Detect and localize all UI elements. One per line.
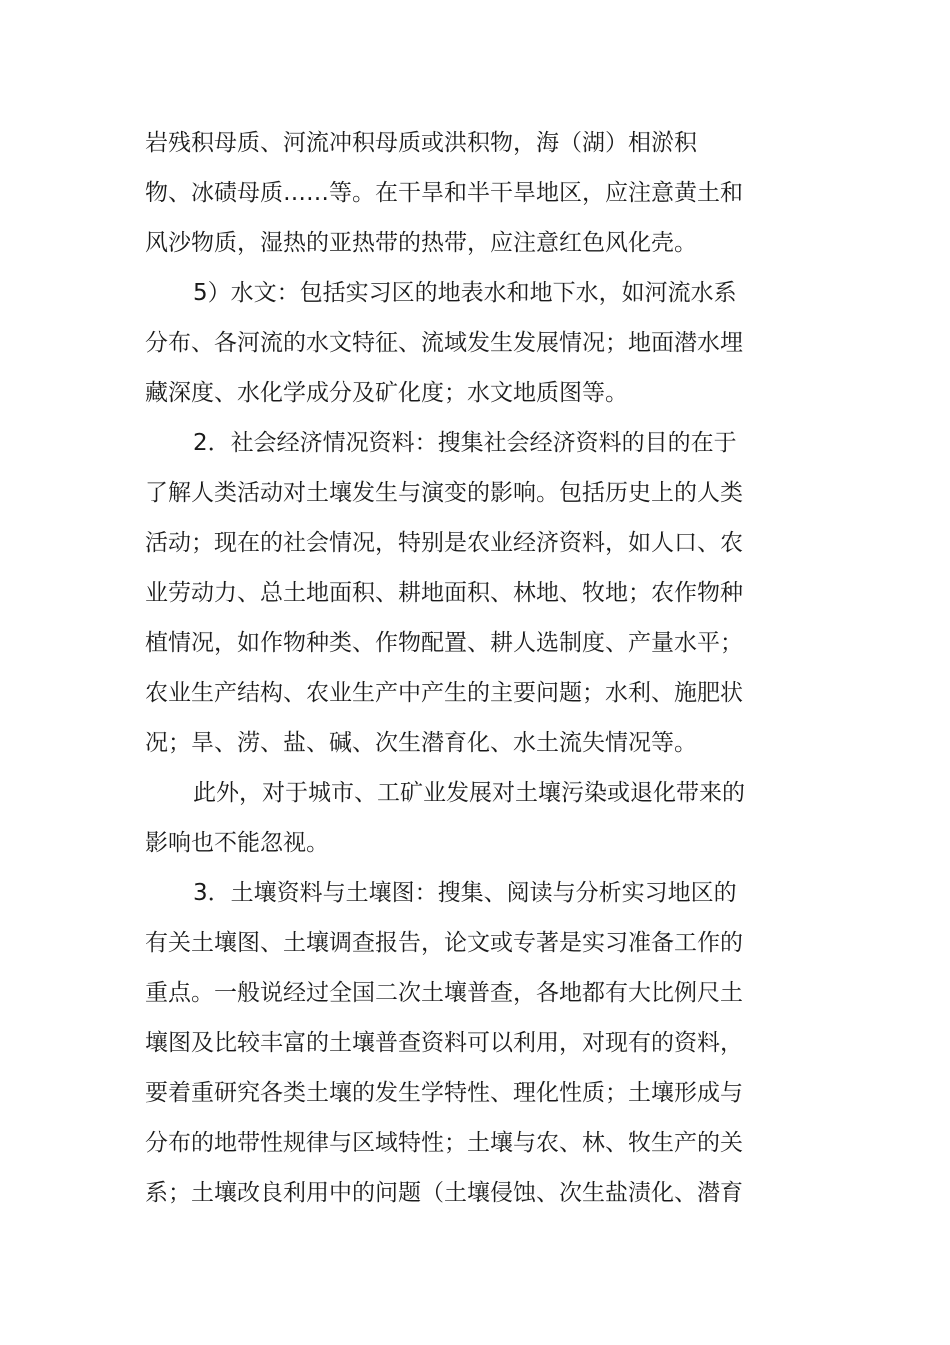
text-line: 农业生产结构、农业生产中产生的主要问题；水利、施肥状: [145, 680, 743, 706]
paragraph-start-line: 此外，对于城市、工矿业发展对土壤污染或退化带来的: [193, 780, 745, 806]
text-line: 业劳动力、总土地面积、耕地面积、林地、牧地；农作物种: [145, 580, 743, 606]
text-line: 影响也不能忽视。: [145, 830, 329, 856]
text-line: 况；旱、涝、盐、碱、次生潜育化、水土流失情况等。: [145, 730, 697, 756]
text-line: 岩残积母质、河流冲积母质或洪积物，海（湖）相淤积: [145, 130, 697, 156]
text-line: 了解人类活动对土壤发生与演变的影响。包括历史上的人类: [145, 480, 743, 506]
text-line: 植情况，如作物种类、作物配置、耕人选制度、产量水平；: [145, 630, 743, 656]
text-line: 风沙物质，湿热的亚热带的热带，应注意红色风化壳。: [145, 230, 697, 256]
text-line: 壤图及比较丰富的土壤普查资料可以利用，对现有的资料，: [145, 1030, 743, 1056]
text-line: 藏深度、水化学成分及矿化度；水文地质图等。: [145, 380, 628, 406]
paragraph-start-line: 5）水文：包括实习区的地表水和地下水，如河流水系: [193, 280, 737, 306]
body-text: [145, 118, 745, 1218]
text-line: 分布的地带性规律与区域特性；土壤与农、林、牧生产的关: [145, 1130, 743, 1156]
text-line: 物、冰碛母质……等。在干旱和半干旱地区，应注意黄土和: [145, 180, 743, 206]
paragraph-start-line: 3．土壤资料与土壤图：搜集、阅读与分析实习地区的: [193, 880, 737, 906]
text-line: 活动；现在的社会情况，特别是农业经济资料，如人口、农: [145, 530, 743, 556]
text-line: 要着重研究各类土壤的发生学特性、理化性质；土壤形成与: [145, 1080, 743, 1106]
text-line: 分布、各河流的水文特征、流域发生发展情况；地面潜水埋: [145, 330, 743, 356]
paragraph-start-line: 2．社会经济情况资料：搜集社会经济资料的目的在于: [193, 430, 737, 456]
text-line: 重点。一般说经过全国二次土壤普查，各地都有大比例尺土: [145, 980, 743, 1006]
text-line: 系；土壤改良利用中的问题（土壤侵蚀、次生盐渍化、潜育: [145, 1180, 743, 1206]
text-line: 有关土壤图、土壤调查报告，论文或专著是实习准备工作的: [145, 930, 743, 956]
